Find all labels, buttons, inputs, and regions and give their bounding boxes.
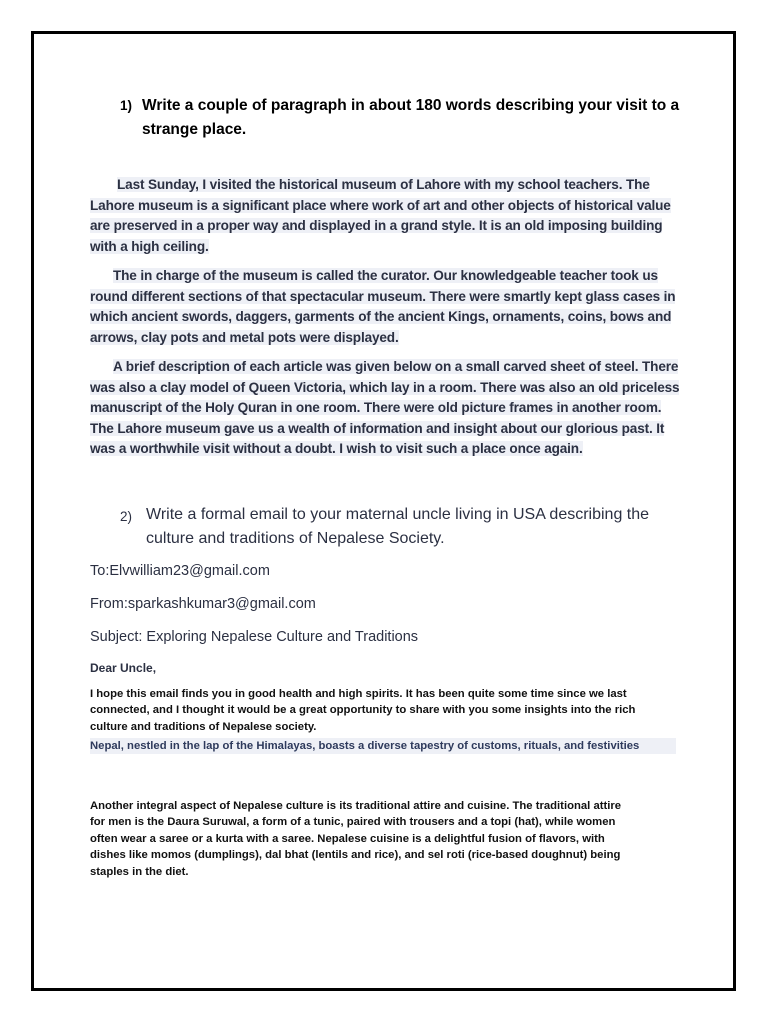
answer-1-paragraph-3	[90, 357, 680, 460]
text-line: round different sections of that spectacular museum. There were smartly kept glass cases in	[90, 288, 676, 304]
text-line: connected, and I thought it would be a great opportunity to share with you some insights into the rich	[90, 704, 636, 717]
text-line: was a worthwhile visit without a doubt. I wish to visit such a place once again.	[90, 441, 583, 456]
text-line: Nepal, nestled in the lap of the Himalayas, boasts a diverse tapestry of customs, rituals, and festivities	[90, 740, 640, 752]
question-2-number: 2)	[120, 509, 133, 524]
text-line: dishes like momos (dumplings), dal bhat (lentils and rice), and sel roti (rice-based doughnut) being	[90, 849, 621, 862]
text-line: A brief description of each article was given below on a small carved sheet of steel. There	[113, 359, 679, 374]
question-2	[120, 503, 680, 551]
email-line-nepal	[90, 738, 676, 754]
text-line: often wear a saree or a kurta with a saree. Nepalese cuisine is a delightful fusion of flavors, with	[90, 832, 605, 845]
email-to: To:Elvwilliam23@gmail.com	[90, 563, 270, 579]
email-subject: Subject: Exploring Nepalese Culture and Traditions	[90, 629, 419, 645]
question-1	[120, 94, 680, 142]
text-line: was also a clay model of Queen Victoria, which lay in a room. There was also an old priceless	[90, 379, 680, 395]
text-line: Another integral aspect of Nepalese culture is its traditional attire and cuisine. The traditional attire	[90, 800, 622, 812]
email-from: From:sparkashkumar3@gmail.com	[90, 596, 316, 612]
question-1-number: 1)	[120, 98, 133, 113]
text-line: staples in the diet.	[90, 865, 189, 878]
text-line: The in charge of the museum is called the curator. Our knowledgeable teacher took us	[113, 268, 658, 283]
text-line: I hope this email finds you in good health and high spirits. It has been quite some time since we last	[90, 688, 627, 700]
text-line: with a high ceiling.	[90, 238, 209, 254]
text-line: The Lahore museum gave us a wealth of information and insight about our glorious past. It	[90, 420, 665, 436]
text-line: Last Sunday, I visited the historical museum of Lahore with my school teachers. The	[117, 177, 650, 192]
text-line: which ancient swords, daggers, garments of the ancient Kings, ornaments, coins, bows and	[90, 309, 672, 324]
question-2-text: Write a formal email to your maternal uncle living in USA describing the culture and traditions of Nepalese Society.	[146, 506, 650, 547]
email-paragraph-hope	[90, 686, 690, 735]
text-line: arrows, clay pots and metal pots were displayed.	[90, 329, 399, 345]
text-line: manuscript of the Holy Quran in one room. There were old picture frames in another room.	[90, 400, 662, 415]
answer-1-paragraph-2	[90, 266, 680, 348]
text-line: are preserved in a proper way and displayed in a grand style. It is an old imposing building	[90, 218, 663, 233]
email-greeting: Dear Uncle,	[90, 661, 157, 675]
answer-1-paragraph-1	[90, 175, 680, 257]
text-line: culture and traditions of Nepalese society.	[90, 720, 317, 733]
text-line: for men is the Daura Suruwal, a form of a tunic, paired with trousers and a topi (hat), while women	[90, 816, 616, 829]
question-1-text: Write a couple of paragraph in about 180 words describing your visit to a strange place.	[142, 97, 680, 138]
text-line: Lahore museum is a significant place where work of art and other objects of historical value	[90, 197, 671, 213]
email-paragraph-attire	[90, 798, 690, 880]
